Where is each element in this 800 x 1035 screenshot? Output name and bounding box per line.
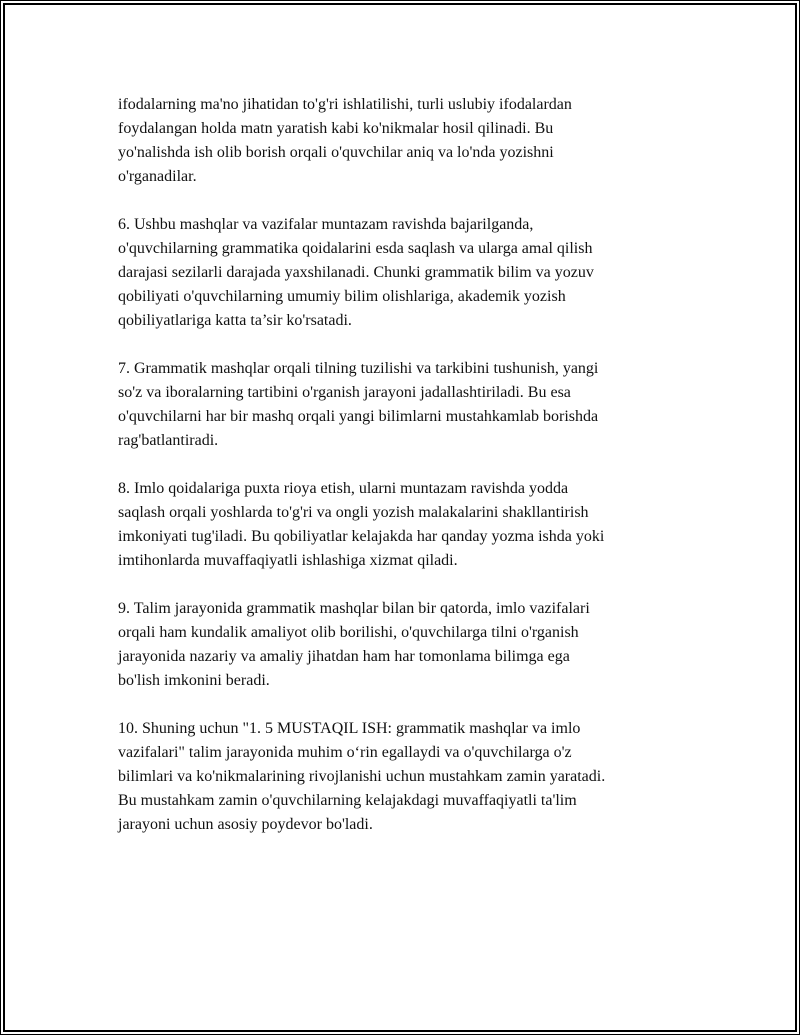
text-line: imtihonlarda muvaffaqiyatli ishlashiga xizmat qiladi. (118, 552, 458, 569)
text-line: bo'lish imkonini beradi. (118, 672, 270, 689)
text-line: o'quvchilarni har bir mashq orqali yangi bilimlarni mustahkamlab borishda (118, 408, 599, 425)
text-line: 6. Ushbu mashqlar va vazifalar muntazam ravishda bajarilganda, (118, 216, 534, 233)
paragraph-8 (118, 477, 698, 573)
text-line: 8. Imlo qoidalariga puxta rioya etish, ularni muntazam ravishda yodda (118, 480, 569, 497)
text-line: darajasi sezilarli darajada yaxshilanadi. Chunki grammatik bilim va yozuv (118, 264, 594, 281)
text-line: 9. Talim jarayonida grammatik mashqlar bilan bir qatorda, imlo vazifalari (118, 600, 590, 617)
text-line: bilimlari va ko'nikmalarining rivojlanishi uchun mustahkam zamin yaratadi. (118, 768, 606, 785)
text-line: rag'batlantiradi. (118, 432, 219, 449)
text-line: qobiliyati o'quvchilarning umumiy bilim olishlariga, akademik yozish (118, 288, 566, 305)
text-line: imkoniyati tug'iladi. Bu qobiliyatlar kelajakda har qanday yozma ishda yoki (118, 528, 605, 545)
paragraph-continuation (118, 93, 698, 189)
text-line: 10. Shuning uchun "1. 5 MUSTAQIL ISH: grammatik mashqlar va imlo (118, 720, 581, 737)
text-line: jarayoni uchun asosiy poydevor bo'ladi. (118, 816, 373, 833)
text-line: jarayonida nazariy va amaliy jihatdan ham har tomonlama bilimga ega (118, 648, 570, 665)
paragraph-10 (118, 717, 698, 837)
text-line: so'z va iboralarning tartibini o'rganish jarayoni jadallashtiriladi. Bu esa (118, 384, 571, 401)
text-line: o'quvchilarning grammatika qoidalarini esda saqlash va ularga amal qilish (118, 240, 593, 257)
text-line: 7. Grammatik mashqlar orqali tilning tuzilishi va tarkibini tushunish, yangi (118, 360, 599, 377)
text-line: yo'nalishda ish olib borish orqali o'quvchilar aniq va lo'nda yozishni (118, 144, 554, 161)
text-line: Bu mustahkam zamin o'quvchilarning kelajakdagi muvaffaqiyatli ta'lim (118, 792, 577, 809)
text-line: vazifalari" talim jarayonida muhim o‘rin egallaydi va o'quvchilarga o'z (118, 744, 572, 761)
text-line: saqlash orqali yoshlarda to'g'ri va ongli yozish malakalarini shakllantirish (118, 504, 589, 521)
text-line: qobiliyatlariga katta ta’sir ko'rsatadi. (118, 312, 352, 329)
text-line: orqali ham kundalik amaliyot olib borilishi, o'quvchilarga tilni o'rganish (118, 624, 579, 641)
text-line: o'rganadilar. (118, 168, 197, 185)
paragraph-9 (118, 597, 698, 693)
paragraph-7 (118, 357, 698, 453)
text-line: ifodalarning ma'no jihatidan to'g'ri ishlatilishi, turli uslubiy ifodalardan (118, 96, 572, 113)
document-body (118, 93, 698, 861)
text-line: foydalangan holda matn yaratish kabi ko'nikmalar hosil qilinadi. Bu (118, 120, 554, 137)
paragraph-6 (118, 213, 698, 333)
